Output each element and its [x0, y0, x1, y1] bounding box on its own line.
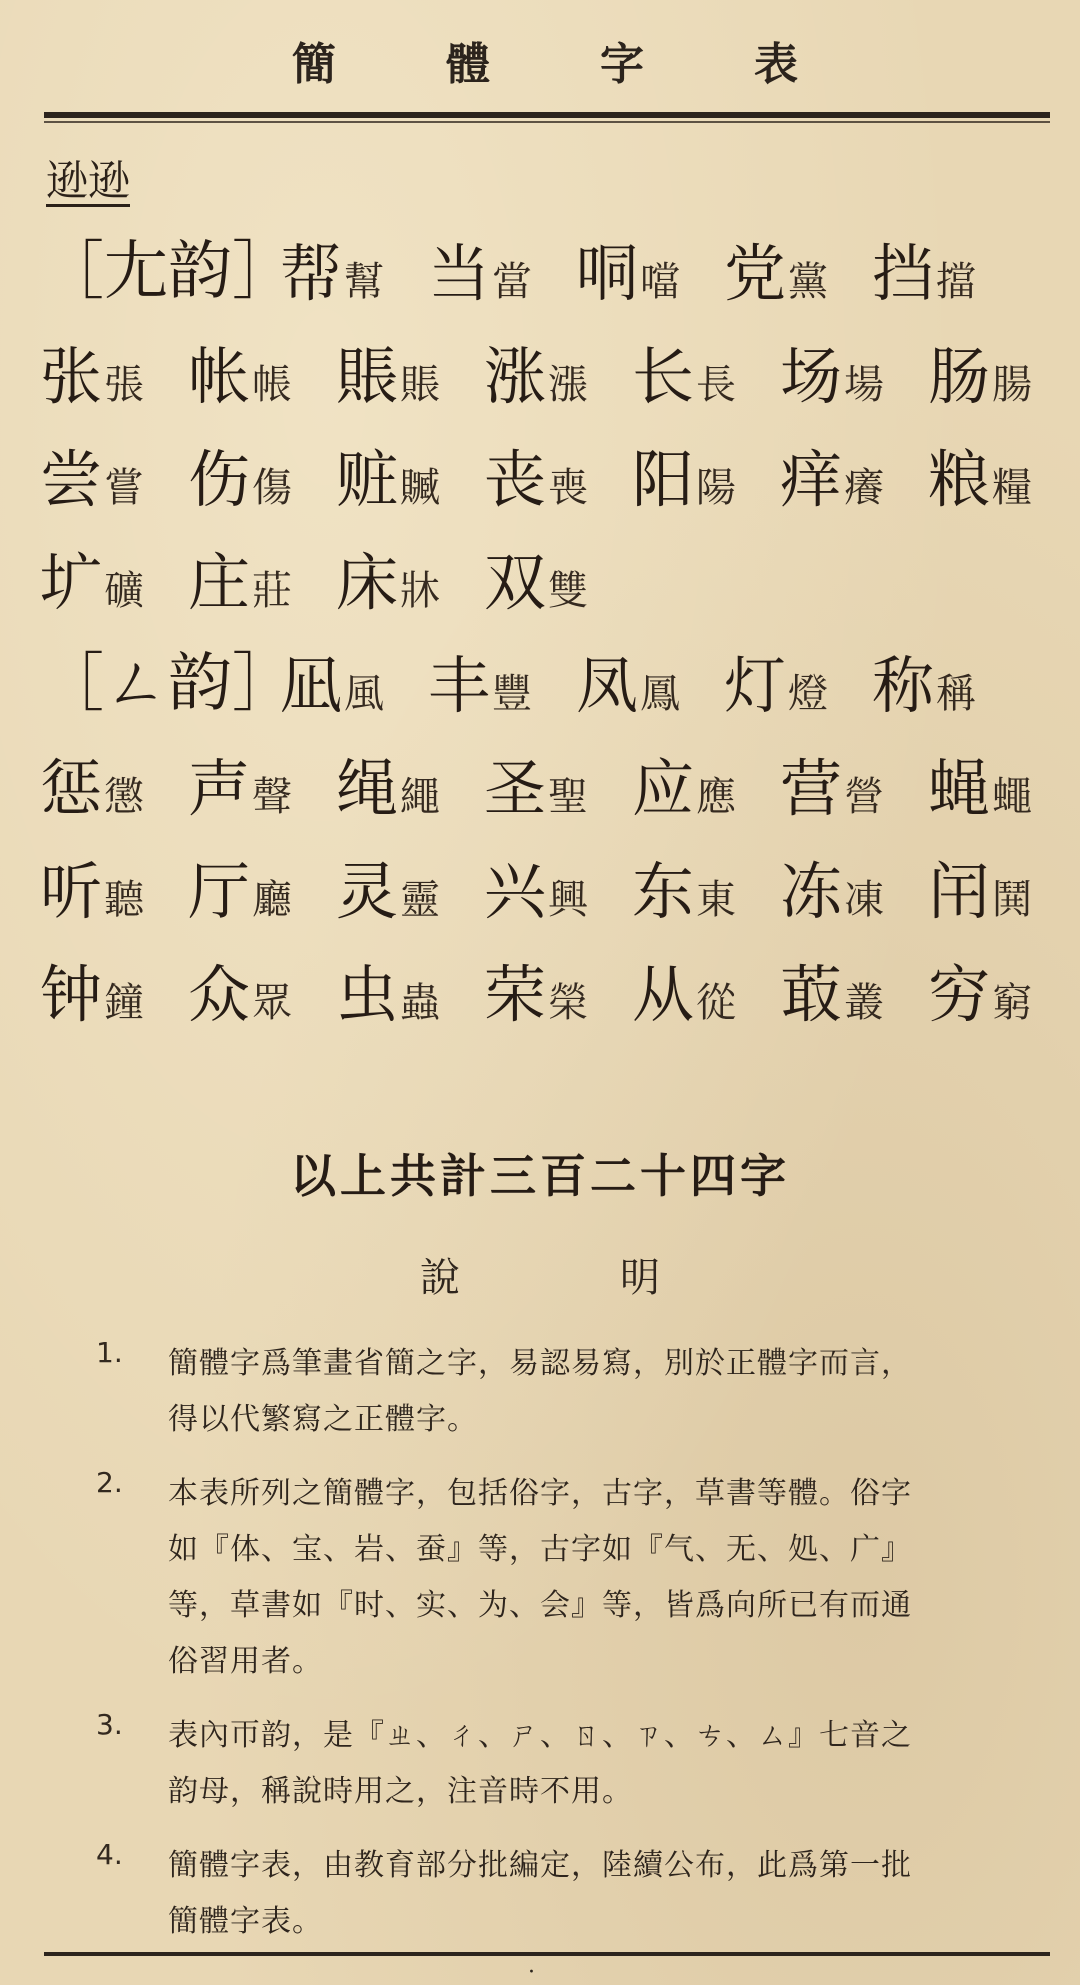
char-pair [872, 636, 1020, 725]
table-row [40, 430, 1052, 533]
table-row [40, 945, 1052, 1048]
char-pair [484, 739, 632, 828]
simplified-char: 营 [780, 752, 843, 825]
char-pair [40, 945, 188, 1034]
char-pair [576, 224, 724, 313]
traditional-char: 廳 [252, 877, 293, 923]
simplified-char: 挡 [872, 237, 935, 310]
note-line: 得以代繁寫之正體字。 [168, 1402, 478, 1437]
simplified-char: 声 [188, 752, 251, 825]
traditional-char: 窮 [992, 980, 1033, 1026]
traditional-char: 聲 [252, 774, 293, 820]
traditional-char: 東 [696, 877, 737, 923]
note-line: 表內帀韵，是『ㄓ、ㄔ、ㄕ、ㄖ、ㄗ、ㄘ、ㄙ』七音之 [168, 1718, 912, 1753]
rhyme-group-label: ［ㄥ韵］ [40, 647, 296, 721]
char-pair [724, 636, 872, 725]
traditional-char: 莊 [252, 568, 293, 614]
traditional-char: 場 [844, 362, 885, 408]
table-row [40, 842, 1052, 945]
traditional-char: 鬨 [992, 877, 1033, 923]
traditional-char: 噹 [640, 259, 681, 305]
simplified-char: 厅 [188, 855, 251, 928]
traditional-char: 豐 [492, 671, 533, 717]
note-item [96, 1838, 1046, 1950]
simplified-char: 帐 [188, 340, 251, 413]
traditional-char: 蠅 [992, 774, 1033, 820]
char-pair [484, 945, 632, 1034]
char-pair [724, 224, 872, 313]
char-pair [928, 842, 1076, 931]
footer-rule [44, 1952, 1050, 1956]
note-item [96, 1708, 1046, 1820]
traditional-char: 當 [492, 259, 533, 305]
traditional-char: 陽 [696, 465, 737, 511]
char-pair [928, 945, 1076, 1034]
char-pair [428, 224, 576, 313]
traditional-char: 鳳 [640, 671, 681, 717]
char-pair [336, 533, 484, 622]
traditional-char: 雙 [548, 568, 589, 614]
traditional-char: 蟲 [400, 980, 441, 1026]
char-pair [40, 533, 188, 622]
simplified-char: 东 [632, 855, 695, 928]
summary-total: 以上共計三百二十四字 [290, 1149, 790, 1203]
note-line: 簡體字表，由教育部分批編定，陸續公布，此爲第一批 [168, 1848, 912, 1883]
char-pair [336, 327, 484, 416]
simplified-char: 荣 [484, 958, 547, 1031]
simplified-char: 蝇 [928, 752, 991, 825]
traditional-char: 從 [696, 980, 737, 1026]
traditional-char: 賬 [400, 362, 441, 408]
simplified-char: 阳 [632, 443, 695, 516]
char-pair [280, 224, 428, 313]
char-pair [188, 945, 336, 1034]
traditional-char: 糧 [992, 465, 1033, 511]
char-pair [928, 327, 1076, 416]
note-item [96, 1466, 1046, 1690]
simplified-char: 圹 [40, 546, 103, 619]
handwritten-label: 逊逊 [46, 158, 130, 207]
table-row [40, 224, 1052, 327]
char-pair [484, 430, 632, 519]
char-pair [484, 842, 632, 931]
simplified-char: 賬 [336, 340, 399, 413]
traditional-char: 榮 [548, 980, 589, 1026]
notes-heading: 說明 [420, 1255, 820, 1301]
traditional-char: 靈 [400, 877, 441, 923]
traditional-char: 牀 [400, 568, 441, 614]
traditional-char: 燈 [788, 671, 829, 717]
simplified-char: 伤 [188, 443, 251, 516]
table-row [40, 533, 1052, 636]
page-title: 簡體字表 [292, 39, 908, 90]
note-number: 4. [96, 1838, 123, 1871]
note-item [96, 1336, 1046, 1448]
traditional-char: 長 [696, 362, 737, 408]
traditional-char: 營 [844, 774, 885, 820]
simplified-char: 尝 [40, 443, 103, 516]
char-pair [188, 739, 336, 828]
char-pair [188, 327, 336, 416]
simplified-char: 长 [632, 340, 695, 413]
char-pair [40, 739, 188, 828]
simplified-char: 听 [40, 855, 103, 928]
table-row [40, 739, 1052, 842]
char-pair [632, 945, 780, 1034]
header-rule-thin [44, 121, 1050, 123]
char-pair [484, 327, 632, 416]
char-pair [632, 430, 780, 519]
rhyme-group-label: ［尢韵］ [40, 235, 296, 309]
header-rule-thick [44, 112, 1050, 118]
simplified-char: 钟 [40, 958, 103, 1031]
simplified-char: 闬 [928, 855, 991, 928]
traditional-char: 傷 [252, 465, 293, 511]
note-line: 簡體字表。 [168, 1904, 323, 1939]
char-pair [780, 430, 928, 519]
simplified-char: 党 [724, 237, 787, 310]
note-line: 本表所列之簡體字，包括俗字，古字，草書等體。俗字 [168, 1476, 912, 1511]
simplified-char: 庄 [188, 546, 251, 619]
char-pair [336, 430, 484, 519]
char-pair [280, 636, 428, 725]
traditional-char: 腸 [992, 362, 1033, 408]
char-pair [336, 739, 484, 828]
simplified-char: 从 [632, 958, 695, 1031]
traditional-char: 聖 [548, 774, 589, 820]
traditional-char: 凍 [844, 877, 885, 923]
simplified-char: 冻 [780, 855, 843, 928]
note-number: 1. [96, 1336, 123, 1369]
char-pair [780, 327, 928, 416]
char-pair [40, 842, 188, 931]
note-line: 俗習用者。 [168, 1644, 323, 1679]
simplified-char: 灯 [724, 649, 787, 722]
char-pair [928, 430, 1076, 519]
simplified-char: 凤 [576, 649, 639, 722]
char-pair [928, 739, 1076, 828]
table-row [40, 327, 1052, 430]
traditional-char: 稱 [936, 671, 977, 717]
simplified-char: 应 [632, 752, 695, 825]
char-pair [872, 224, 1020, 313]
simplified-char: 众 [188, 958, 251, 1031]
simplified-char: 绳 [336, 752, 399, 825]
char-pair [336, 842, 484, 931]
traditional-char: 應 [696, 774, 737, 820]
char-pair [188, 430, 336, 519]
simplified-char: 肠 [928, 340, 991, 413]
simplified-char: 哃 [576, 237, 639, 310]
char-pair [576, 636, 724, 725]
traditional-char: 鐘 [104, 980, 145, 1026]
page-folio: · [528, 1960, 535, 1985]
traditional-char: 繩 [400, 774, 441, 820]
simplified-char: 穷 [928, 958, 991, 1031]
char-pair [632, 327, 780, 416]
traditional-char: 擋 [936, 259, 977, 305]
char-pair [484, 533, 632, 622]
simplified-char: 床 [336, 546, 399, 619]
character-table [40, 224, 1052, 1048]
traditional-char: 聽 [104, 877, 145, 923]
traditional-char: 幫 [344, 259, 385, 305]
simplified-char: 双 [484, 546, 547, 619]
simplified-char: 菆 [780, 958, 843, 1031]
page-header [40, 0, 1050, 118]
simplified-char: 赃 [336, 443, 399, 516]
note-line: 等，草書如『时、实、为、会』等，皆爲向所已有而通 [168, 1588, 912, 1623]
simplified-char: 当 [428, 237, 491, 310]
simplified-char: 张 [40, 340, 103, 413]
traditional-char: 喪 [548, 465, 589, 511]
simplified-char: 场 [780, 340, 843, 413]
char-pair [780, 842, 928, 931]
char-pair [188, 842, 336, 931]
note-line: 簡體字爲筆畫省簡之字，易認易寫，別於正體字而言， [168, 1346, 912, 1381]
simplified-char: 凪 [280, 649, 343, 722]
traditional-char: 叢 [844, 980, 885, 1026]
note-number: 3. [96, 1708, 123, 1741]
notes-list [96, 1336, 1046, 1968]
simplified-char: 丰 [428, 649, 491, 722]
traditional-char: 黨 [788, 259, 829, 305]
simplified-char: 惩 [40, 752, 103, 825]
char-pair [40, 327, 188, 416]
char-pair [428, 636, 576, 725]
char-pair [780, 945, 928, 1034]
char-pair [188, 533, 336, 622]
table-row [40, 636, 1052, 739]
traditional-char: 張 [104, 362, 145, 408]
note-number: 2. [96, 1466, 123, 1499]
simplified-char: 痒 [780, 443, 843, 516]
simplified-char: 兴 [484, 855, 547, 928]
traditional-char: 風 [344, 671, 385, 717]
char-pair [632, 739, 780, 828]
simplified-char: 圣 [484, 752, 547, 825]
traditional-char: 嘗 [104, 465, 145, 511]
traditional-char: 興 [548, 877, 589, 923]
traditional-char: 眾 [252, 980, 293, 1026]
simplified-char: 粮 [928, 443, 991, 516]
simplified-char: 灵 [336, 855, 399, 928]
simplified-char: 帮 [280, 237, 343, 310]
traditional-char: 癢 [844, 465, 885, 511]
simplified-char: 虫 [336, 958, 399, 1031]
char-pair [40, 430, 188, 519]
traditional-char: 礦 [104, 568, 145, 614]
traditional-char: 贓 [400, 465, 441, 511]
char-pair [336, 945, 484, 1034]
traditional-char: 懲 [104, 774, 145, 820]
traditional-char: 帳 [252, 362, 293, 408]
simplified-char: 称 [872, 649, 935, 722]
note-line: 如『体、宝、岩、蚕』等，古字如『气、无、処、广』 [168, 1532, 912, 1567]
traditional-char: 漲 [548, 362, 589, 408]
simplified-char: 丧 [484, 443, 547, 516]
simplified-char: 涨 [484, 340, 547, 413]
char-pair [632, 842, 780, 931]
note-line: 韵母，稱說時用之，注音時不用。 [168, 1774, 633, 1809]
char-pair [780, 739, 928, 828]
